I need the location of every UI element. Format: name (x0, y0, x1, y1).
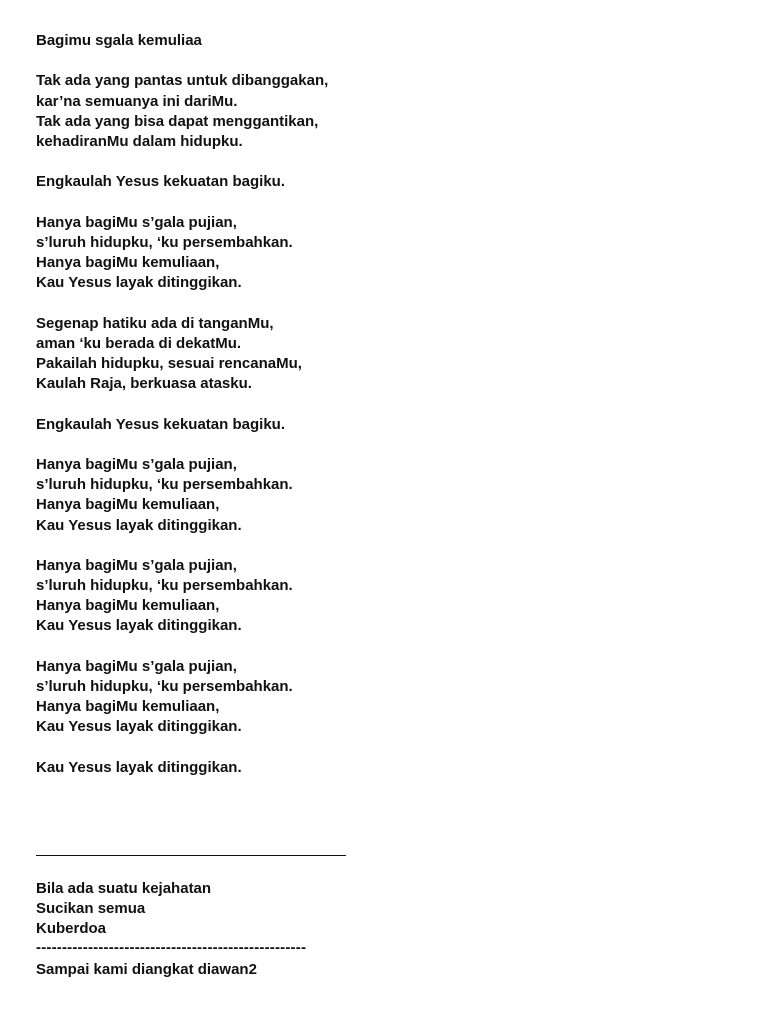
lyric-line: s’luruh hidupku, ‘ku persembahkan. (36, 577, 293, 595)
lyric-line: Kau Yesus layak ditinggikan. (36, 718, 242, 736)
lyric-line: kar’na semuanya ini dariMu. (36, 92, 238, 110)
stanza (36, 556, 736, 637)
lyric-line: Hanya bagiMu kemuliaan, (36, 698, 220, 716)
stanza (36, 213, 736, 294)
footer-last-line: Sampai kami diangkat diawan2 (36, 960, 257, 978)
lyric-line: Kau Yesus layak ditinggikan. (36, 274, 242, 292)
stanza (36, 415, 736, 435)
lyric-line: kehadiranMu dalam hidupku. (36, 132, 243, 150)
lyric-line: Pakailah hidupku, sesuai rencanaMu, (36, 355, 302, 372)
stanza (36, 758, 736, 778)
lyric-line: Tak ada yang bisa dapat menggantikan, (36, 112, 319, 130)
stanza (36, 455, 736, 536)
lyric-line: Hanya bagiMu s’gala pujian, (36, 213, 237, 231)
song-title: Bagimu sgala kemuliaa (36, 32, 202, 49)
lyric-line: s’luruh hidupku, ‘ku persembahkan. (36, 678, 293, 695)
stanza (36, 172, 736, 192)
footer-line: Bila ada suatu kejahatan (36, 880, 212, 897)
footer-line: Kuberdoa (36, 920, 107, 938)
lyric-line: Segenap hatiku ada di tanganMu, (36, 314, 274, 332)
separator-line (36, 855, 346, 856)
lyrics-document (36, 31, 736, 798)
lyric-line: Hanya bagiMu kemuliaan, (36, 496, 220, 514)
lyric-line: Hanya bagiMu kemuliaan, (36, 597, 220, 615)
lyric-line: aman ‘ku berada di dekatMu. (36, 334, 242, 352)
lyric-line: Hanya bagiMu s’gala pujian, (36, 657, 237, 675)
stanza (36, 657, 736, 738)
lyric-line: Tak ada yang pantas untuk dibanggakan, (36, 72, 329, 90)
lyric-line: s’luruh hidupku, ‘ku persembahkan. (36, 476, 293, 494)
lyric-line: Engkaulah Yesus kekuatan bagiku. (36, 415, 285, 433)
lyric-line: Hanya bagiMu s’gala pujian, (36, 455, 237, 473)
lyric-line: Hanya bagiMu s’gala pujian, (36, 556, 237, 574)
lyric-line: s’luruh hidupku, ‘ku persembahkan. (36, 233, 293, 251)
lyric-line: Kaulah Raja, berkuasa atasku. (36, 375, 252, 393)
footer-notes (36, 879, 736, 980)
stanza (36, 314, 736, 395)
lyrics-body (36, 71, 736, 778)
dashed-separator: ---------------------------------------------------- (36, 939, 307, 956)
footer-line: Sucikan semua (36, 900, 146, 918)
lyric-line: Kau Yesus layak ditinggikan. (36, 758, 242, 776)
lyric-line: Kau Yesus layak ditinggikan. (36, 516, 242, 534)
lyric-line: Hanya bagiMu kemuliaan, (36, 254, 220, 272)
lyric-line: Kau Yesus layak ditinggikan. (36, 617, 242, 635)
stanza (36, 71, 736, 152)
lyric-line: Engkaulah Yesus kekuatan bagiku. (36, 173, 285, 191)
